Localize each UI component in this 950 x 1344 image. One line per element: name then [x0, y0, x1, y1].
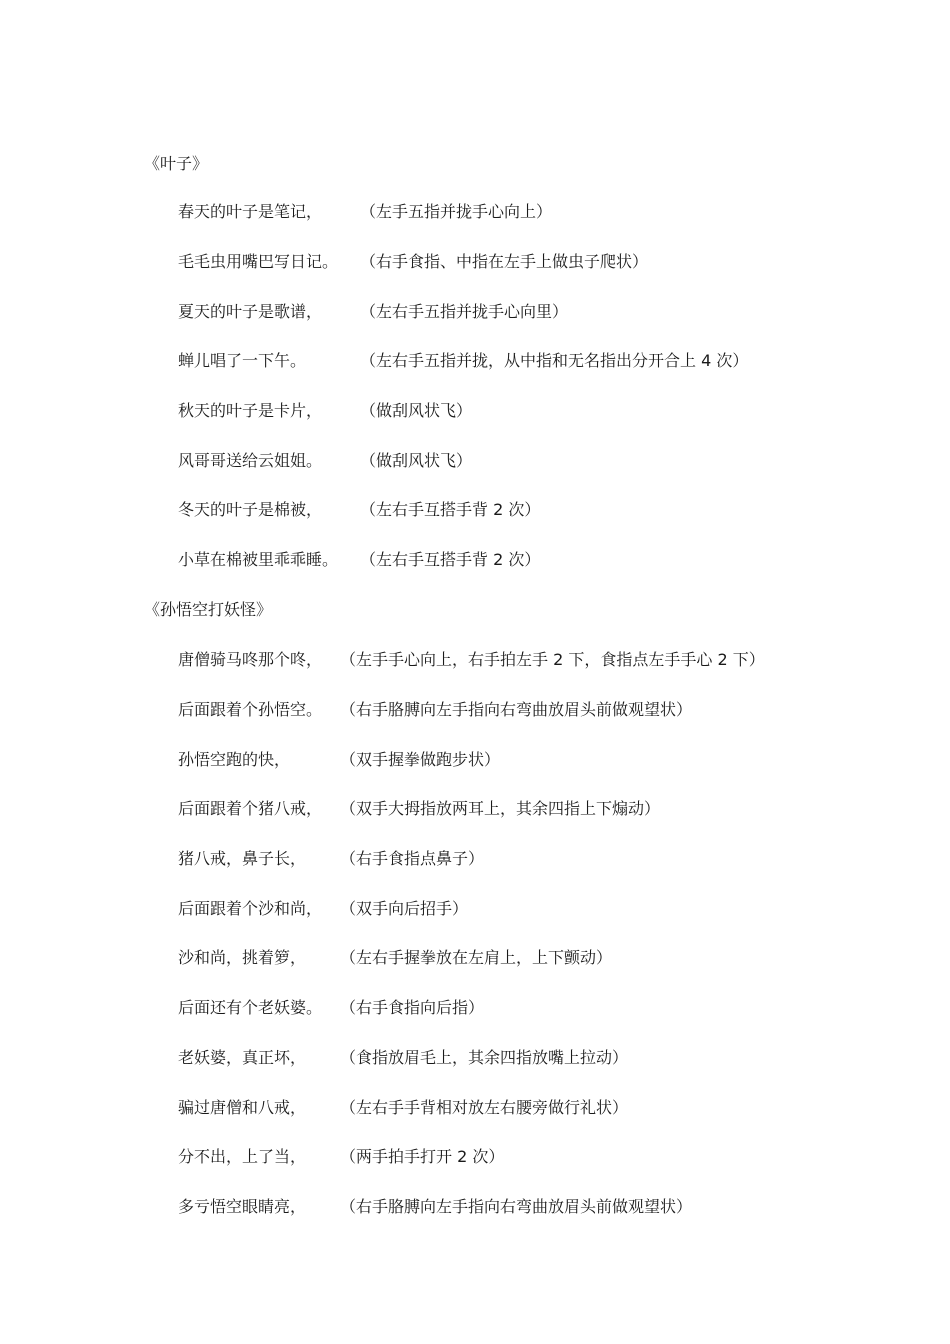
- gesture-instruction: （右手胳膊向左手指向右弯曲放眉头前做观望状）: [340, 1197, 693, 1216]
- verse-text: 猪八戒，鼻子长，: [178, 849, 307, 868]
- gesture-instruction: （两手拍手打开 2 次）: [340, 1147, 505, 1166]
- verse-text: 后面跟着个猪八戒，: [178, 799, 323, 818]
- gesture-instruction: （左右手互搭手背 2 次）: [360, 550, 541, 569]
- verse-text: 风哥哥送给云姐姐。: [178, 451, 323, 470]
- poem-title: 《叶子》: [144, 154, 209, 173]
- gesture-instruction: （左手手心向上，右手拍左手 2 下，食指点左手手心 2 下）: [340, 650, 765, 669]
- verse-text: 骗过唐僧和八戒，: [178, 1098, 307, 1117]
- gesture-instruction: （做刮风状飞）: [360, 401, 473, 420]
- gesture-instruction: （左右手五指并拢，从中指和无名指出分开合上 4 次）: [360, 351, 749, 370]
- verse-text: 夏天的叶子是歌谱，: [178, 302, 323, 321]
- verse-text: 后面跟着个沙和尚，: [178, 899, 323, 918]
- gesture-instruction: （右手食指、中指在左手上做虫子爬状）: [360, 252, 649, 271]
- verse-text: 毛毛虫用嘴巴写日记。: [178, 252, 339, 271]
- verse-text: 沙和尚，挑着箩，: [178, 948, 307, 967]
- gesture-instruction: （右手胳膊向左手指向右弯曲放眉头前做观望状）: [340, 700, 693, 719]
- verse-text: 冬天的叶子是棉被，: [178, 500, 323, 519]
- gesture-instruction: （双手向后招手）: [340, 899, 469, 918]
- verse-text: 分不出，上了当，: [178, 1147, 307, 1166]
- verse-text: 蝉儿唱了一下午。: [178, 351, 307, 370]
- verse-text: 老妖婆，真正坏，: [178, 1048, 307, 1067]
- gesture-instruction: （左右手手背相对放左右腰旁做行礼状）: [340, 1098, 629, 1117]
- gesture-instruction: （做刮风状飞）: [360, 451, 473, 470]
- gesture-instruction: （食指放眉毛上，其余四指放嘴上拉动）: [340, 1048, 629, 1067]
- gesture-instruction: （左右手互搭手背 2 次）: [360, 500, 541, 519]
- gesture-instruction: （左手五指并拢手心向上）: [360, 202, 553, 221]
- verse-text: 后面还有个老妖婆。: [178, 998, 323, 1017]
- gesture-instruction: （左右手五指并拢手心向里）: [360, 302, 569, 321]
- verse-text: 春天的叶子是笔记，: [178, 202, 323, 221]
- gesture-instruction: （双手握拳做跑步状）: [340, 750, 501, 769]
- verse-text: 多亏悟空眼睛亮，: [178, 1197, 307, 1216]
- verse-text: 小草在棉被里乖乖睡。: [178, 550, 339, 569]
- gesture-instruction: （右手食指向后指）: [340, 998, 485, 1017]
- verse-text: 秋天的叶子是卡片，: [178, 401, 323, 420]
- verse-text: 孙悟空跑的快，: [178, 750, 291, 769]
- verse-text: 后面跟着个孙悟空。: [178, 700, 323, 719]
- gesture-instruction: （左右手握拳放在左肩上，上下颤动）: [340, 948, 613, 967]
- poem-title: 《孙悟空打妖怪》: [144, 600, 273, 619]
- gesture-instruction: （右手食指点鼻子）: [340, 849, 485, 868]
- gesture-instruction: （双手大拇指放两耳上，其余四指上下煽动）: [340, 799, 661, 818]
- verse-text: 唐僧骑马咚那个咚，: [178, 650, 323, 669]
